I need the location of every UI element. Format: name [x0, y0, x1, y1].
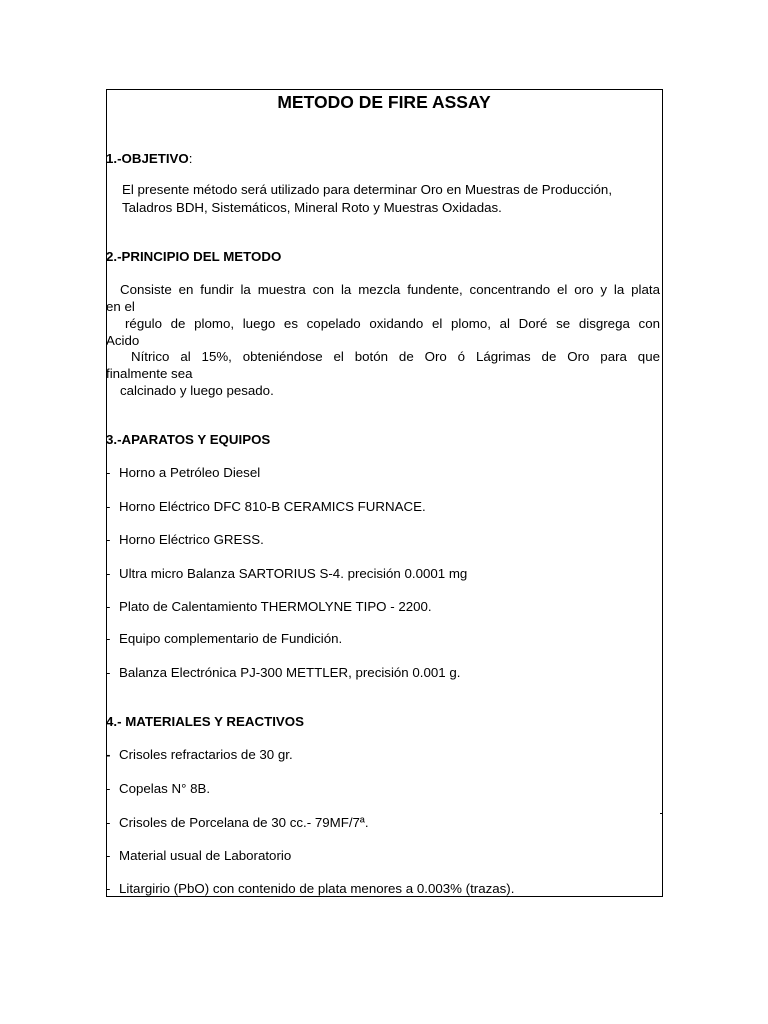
materiales-item-text: Crisoles refractarios de 30 gr.: [119, 747, 293, 762]
materiales-item: [106, 815, 369, 831]
list-dash: -: [106, 499, 111, 514]
principio-line-1: Consiste en fundir la muestra con la mezcla fundente, concentrando el oro y la plata: [120, 282, 660, 297]
objetivo-line-1: El presente método será utilizado para determinar Oro en Muestras de Producción,: [122, 182, 613, 197]
principio-line-3: régulo de plomo, luego es copelado oxidando el plomo, al Doré se disgrega con: [125, 316, 660, 331]
aparatos-item: [106, 665, 461, 681]
heading-objetivo-text: 1.-OBJETIVO: [106, 151, 189, 166]
materiales-item-text: Crisoles de Porcelana de 30 cc.- 79MF/7ª.: [119, 815, 369, 830]
principio-line-4: Acido: [106, 333, 140, 348]
materiales-item: [106, 881, 515, 897]
aparatos-item-text: Horno Eléctrico GRESS.: [119, 532, 264, 547]
list-dash: -: [106, 532, 111, 547]
principio-line-5: Nítrico al 15%, obteniéndose el botón de Oro ó Lágrimas de Oro para que: [131, 349, 660, 364]
aparatos-item: [106, 566, 468, 582]
list-dash: -: [106, 631, 111, 646]
list-dash: -: [106, 848, 111, 863]
aparatos-item-text: Equipo complementario de Fundición.: [119, 631, 343, 646]
aparatos-item: [106, 631, 343, 647]
aparatos-item: [106, 599, 432, 615]
list-dash: -: [106, 747, 111, 762]
aparatos-item-text: Horno Eléctrico DFC 810-B CERAMICS FURNACE.: [119, 499, 426, 514]
list-dash: -: [106, 465, 111, 480]
heading-aparatos: 3.-APARATOS Y EQUIPOS: [106, 432, 271, 447]
objetivo-line-2: Taladros BDH, Sistemáticos, Mineral Roto y Muestras Oxidadas.: [122, 200, 502, 215]
aparatos-item-text: Balanza Electrónica PJ-300 METTLER, precisión 0.001 g.: [119, 665, 461, 680]
list-dash: -: [106, 566, 111, 581]
materiales-item: [106, 747, 293, 763]
principio-line-6: finalmente sea: [106, 366, 193, 381]
document-title: METODO DE FIRE ASSAY: [277, 92, 491, 112]
list-dash: -: [106, 599, 111, 614]
heading-objetivo: [106, 151, 192, 167]
heading-principio: 2.-PRINCIPIO DEL METODO: [106, 249, 282, 264]
materiales-item-text: Copelas N° 8B.: [119, 781, 211, 796]
materiales-item: [106, 848, 292, 864]
list-dash: -: [106, 665, 111, 680]
aparatos-item-text: Plato de Calentamiento THERMOLYNE TIPO - 2200.: [119, 599, 432, 614]
border-tick: [660, 813, 663, 814]
principio-line-7: calcinado y luego pesado.: [120, 383, 274, 398]
materiales-item: [106, 781, 211, 797]
aparatos-item: [106, 532, 264, 548]
materiales-item-text: Material usual de Laboratorio: [119, 848, 292, 863]
heading-materiales: 4.- MATERIALES Y REACTIVOS: [106, 714, 305, 729]
list-dash: -: [106, 781, 111, 796]
materiales-item-text: Litargirio (PbO) con contenido de plata menores a 0.003% (trazas).: [119, 881, 515, 896]
heading-objetivo-colon: :: [188, 151, 193, 166]
aparatos-item-text: Horno a Petróleo Diesel: [119, 465, 261, 480]
list-dash: -: [106, 815, 111, 830]
aparatos-item-text: Ultra micro Balanza SARTORIUS S-4. precisión 0.0001 mg: [119, 566, 468, 581]
aparatos-item: [106, 465, 261, 481]
list-dash: -: [106, 881, 111, 896]
aparatos-item: [106, 499, 426, 515]
principio-line-2: en el: [106, 299, 135, 314]
